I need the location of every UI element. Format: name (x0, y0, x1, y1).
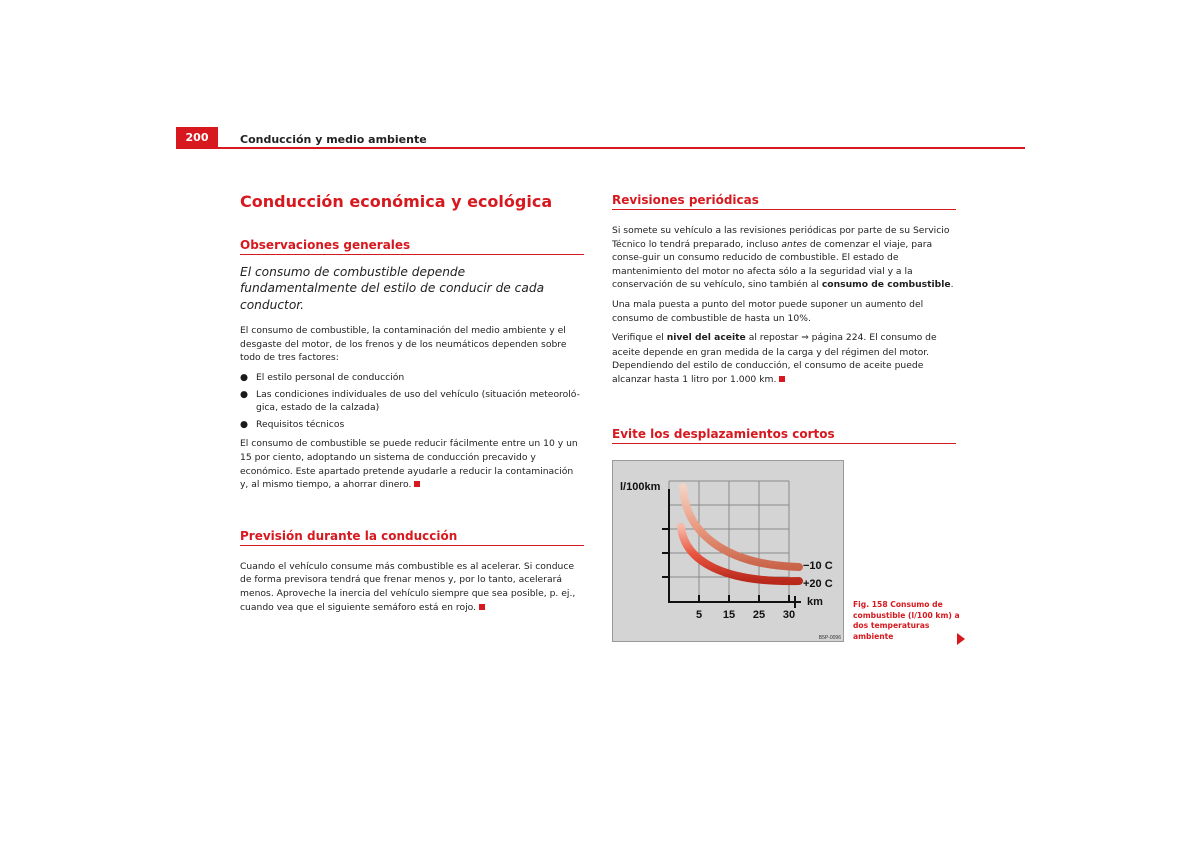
section-end-icon (414, 481, 420, 487)
text-run: página 224. El consumo de aceite depende en gran medida de la carga y del régimen del motor. Dependiendo del estilo de conducción, el consumo de aceite puede alcanzar hasta 1 litro por 1.000 km. (612, 332, 937, 385)
cross-reference-arrow-icon: ⇒ (801, 333, 809, 344)
next-page-arrow-icon (957, 633, 965, 645)
paragraph-revisiones (612, 224, 956, 292)
x-tick-label: 30 (782, 609, 796, 621)
list-item-text: Requisitos técnicos (256, 418, 345, 430)
list-item-text: El estilo personal de conducción (256, 372, 405, 383)
text-run: Si somete su vehículo a las revisiones periódicas por parte de su Servicio Técnico lo tendrá preparado, incluso (612, 225, 950, 250)
paragraph-prevision (240, 560, 584, 614)
text-run: de comenzar el viaje, para conse-guir un consumo reducido de combustible. El estado de mantenimiento del motor no afecta sólo a la seguridad vial y a la conservación de su vehículo, sino también al (612, 238, 933, 291)
paragraph-prevision-text: Cuando el vehículo consume más combustible es al acelerar. Si conduce de forma previsora tendrá que frenar menos y, por lo tanto, acelerará menos. Aproveche la inercia del vehículo siempre que sea posible, p. ej., cuando vea que el siguiente semáforo está en rojo. (240, 560, 576, 613)
section-heading-prevision: Previsión durante la conducción (240, 528, 584, 546)
y-axis-label: l/100km (620, 481, 661, 493)
strong-text: consumo de combustible (821, 279, 951, 291)
paragraph-puesta-a-punto: Una mala puesta a punto del motor puede suponer un aumento del consumo de combustible de hasta un 10%. (612, 298, 924, 324)
page-title: Conducción económica y ecológica (240, 192, 553, 211)
text-run: . (950, 279, 954, 291)
x-tick-label: 15 (722, 609, 736, 621)
curve-label-minus-10c: −10 C (803, 560, 833, 572)
header-rule (176, 147, 1025, 149)
paragraph-aceite (612, 331, 956, 386)
paragraph-reduction-text: El consumo de combustible se puede reducir fácilmente entre un 10 y un 15 por ciento, adoptando un sistema de conducción precavido y económico. Este apartado pretende ayudarle a reducir la contaminación y, al mismo tiempo, a ahorrar dinero. (240, 438, 578, 491)
left-column (240, 192, 584, 614)
bullet-icon: ● (240, 388, 249, 400)
right-column (612, 192, 956, 444)
figure-caption: Fig. 158 Consumo de combustible (l/100 km) a dos temperaturas ambiente (853, 600, 960, 641)
figure-consumption-chart (612, 460, 844, 642)
list-item (240, 388, 584, 415)
consumption-diagram (613, 461, 845, 643)
paragraph-factors: El consumo de combustible, la contaminación del medio ambiente y el desgaste del motor, de los frenos y de los neumáticos dependen sobre todo de tres factores: (240, 325, 567, 364)
list-item (240, 418, 584, 432)
section-heading-observaciones: Observaciones generales (240, 237, 584, 255)
section-heading-desplazamientos: Evite los desplazamientos cortos (612, 426, 956, 444)
x-axis-unit: km (807, 596, 823, 608)
figure-code: B5P-0096 (818, 635, 841, 641)
text-run: Verifique el (612, 332, 667, 344)
list-item-text: Las condiciones individuales de uso del vehículo (situación meteoroló-gica, estado de la calzada) (256, 388, 580, 414)
section-end-icon (779, 376, 785, 382)
lead-paragraph: El consumo de combustible depende fundamentalmente del estilo de conducir de cada conductor. (240, 265, 545, 312)
x-tick-label: 5 (695, 609, 703, 621)
text-run: al repostar (745, 332, 802, 344)
paragraph-reduction (240, 437, 584, 491)
page-number: 200 (176, 127, 218, 148)
bullet-list (240, 371, 584, 431)
section-heading-revisiones: Revisiones periódicas (612, 192, 956, 210)
list-item (240, 371, 584, 385)
curve-label-plus-20c: +20 C (803, 578, 833, 590)
running-title: Conducción y medio ambiente (240, 133, 427, 146)
strong-text: nivel del aceite (666, 332, 746, 344)
x-tick-label: 25 (752, 609, 766, 621)
bullet-icon: ● (240, 418, 249, 430)
emphasis-text: antes (781, 238, 807, 250)
bullet-icon: ● (240, 372, 249, 383)
section-end-icon (479, 604, 485, 610)
